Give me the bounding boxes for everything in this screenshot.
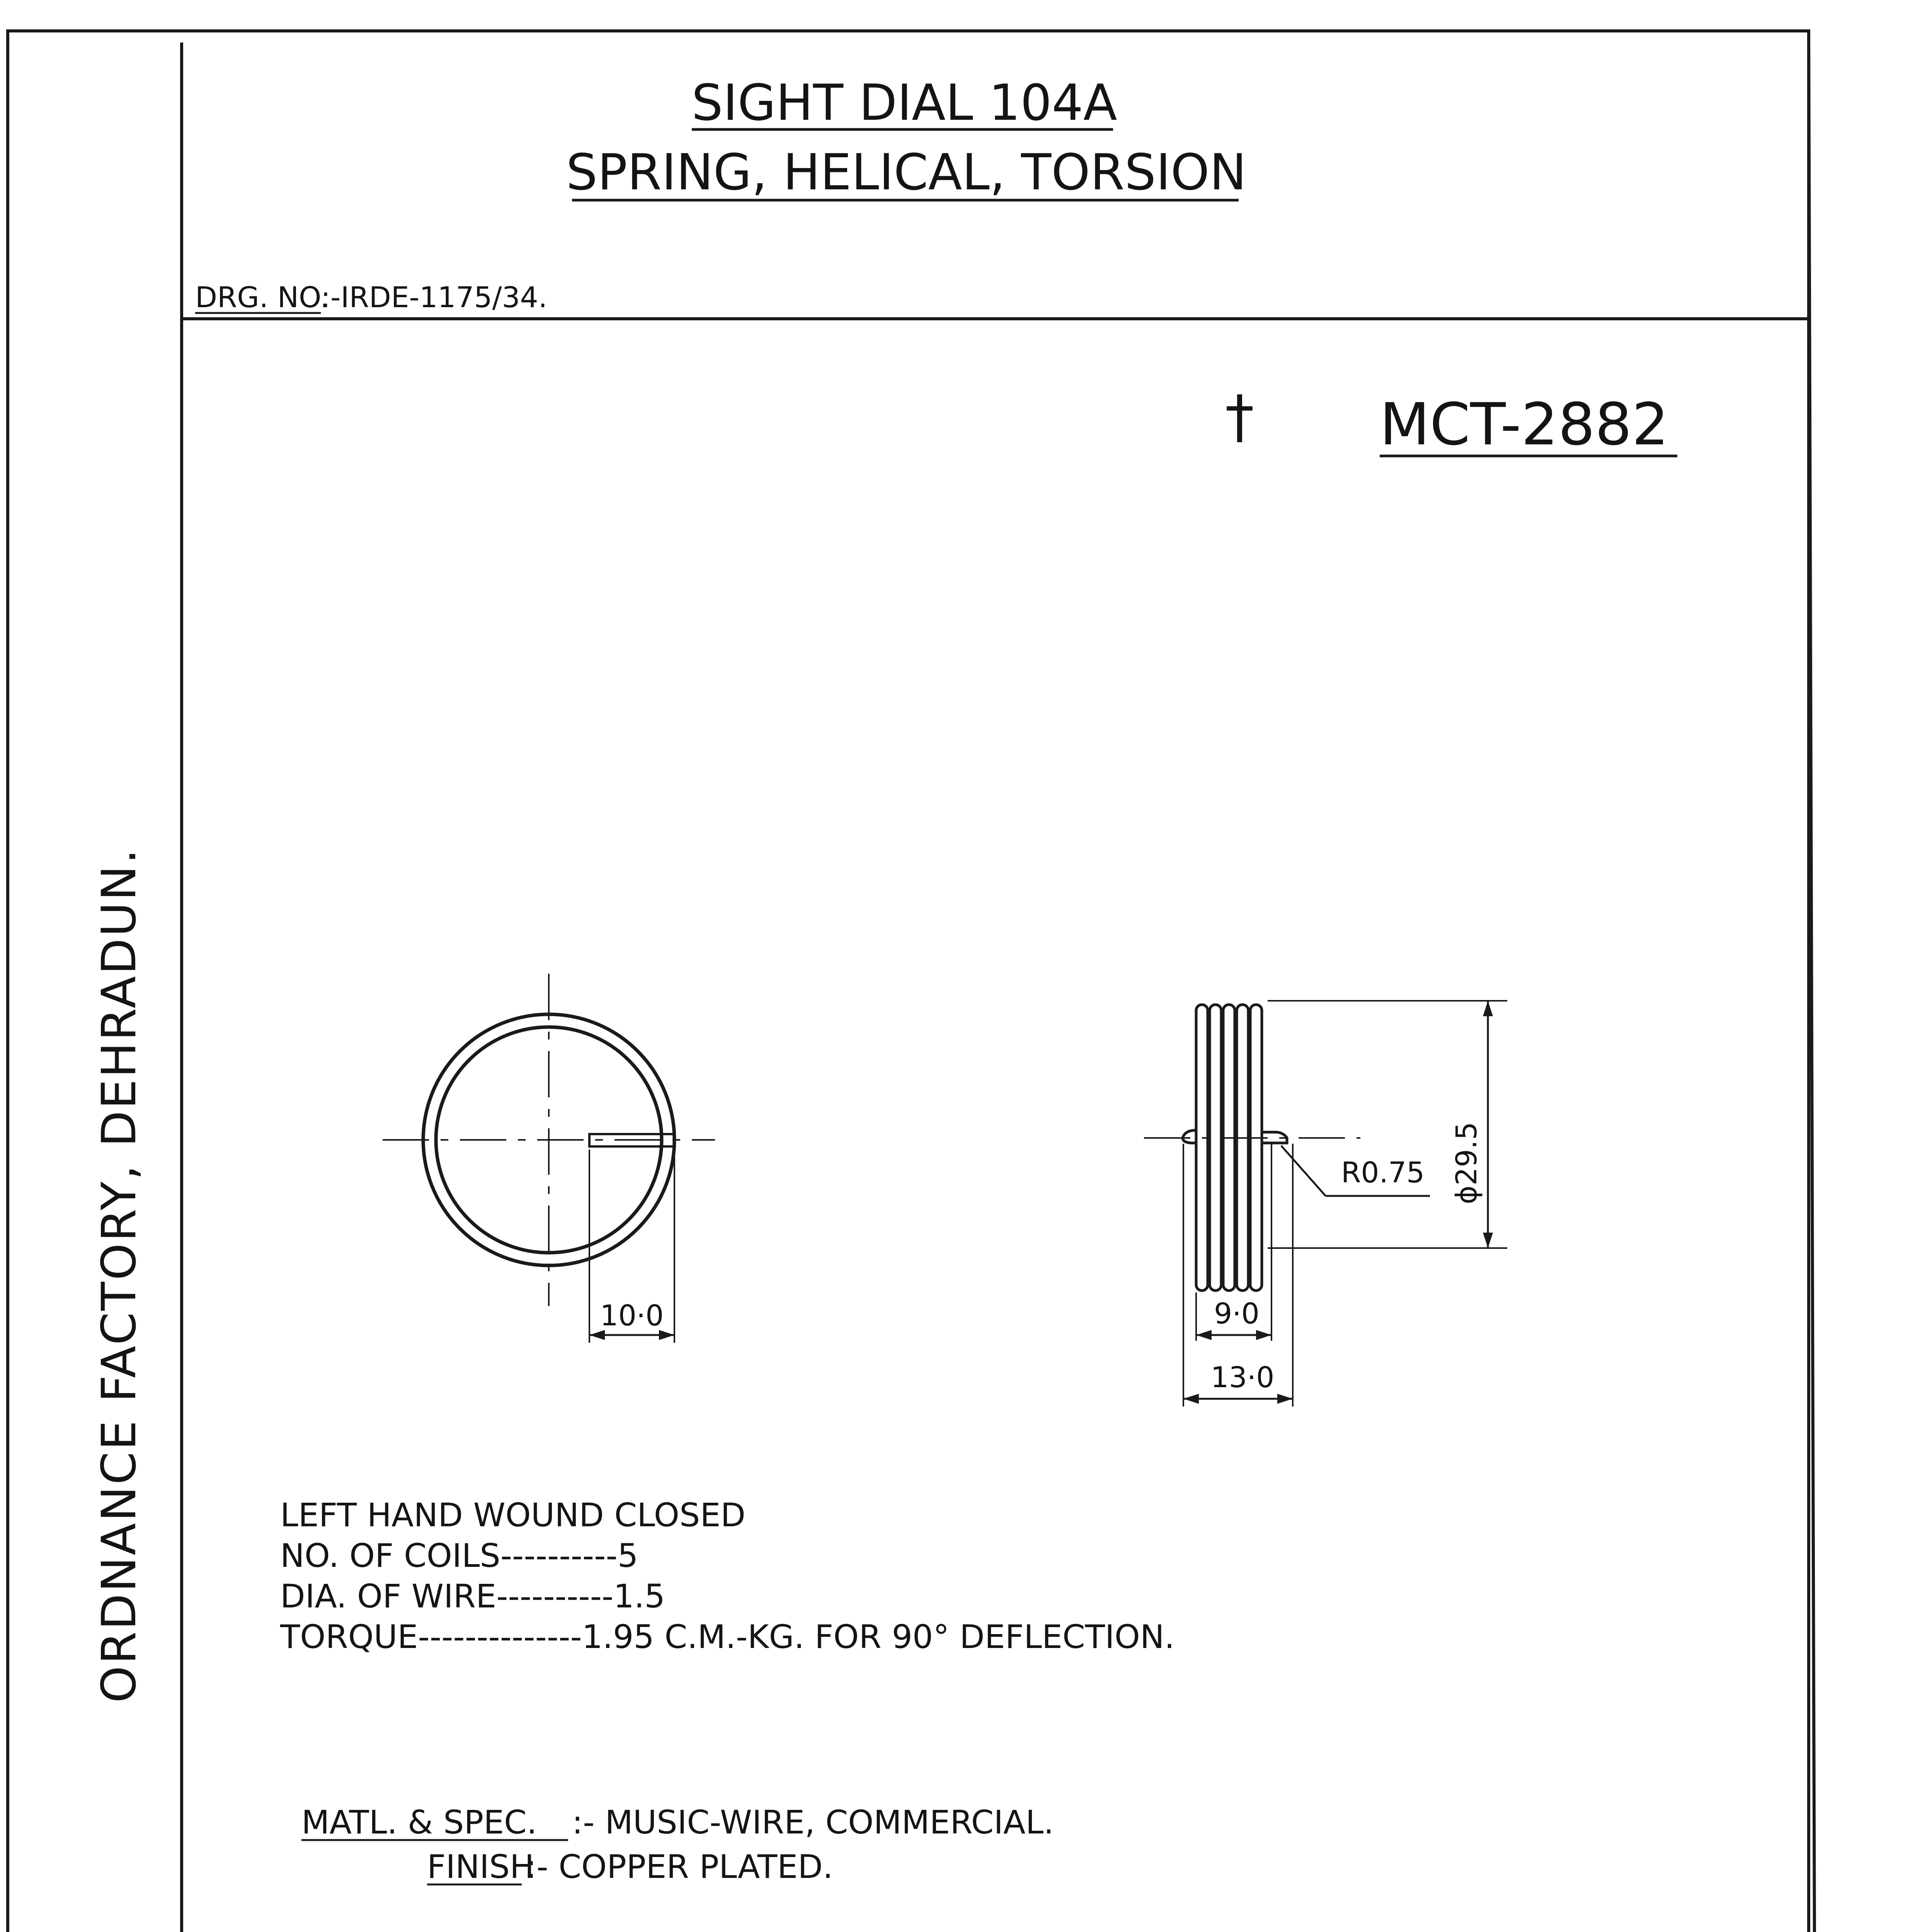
drawing-ref-value: :-IRDE-1175/34. xyxy=(321,281,548,314)
spec-line-1: LEFT HAND WOUND CLOSED xyxy=(280,1496,746,1534)
inner-width-arrow-right xyxy=(1256,1330,1271,1340)
side-view-left-leg xyxy=(1183,1130,1196,1143)
radius-dimension: R0.75 xyxy=(1341,1156,1425,1189)
title-line-1: SIGHT DIAL 104A xyxy=(691,74,1117,132)
coil xyxy=(1196,1005,1208,1291)
front-view-dimension: 10·0 xyxy=(600,1299,664,1332)
spec-line-3: DIA. OF WIRE----------1.5 xyxy=(280,1577,665,1615)
marking-code: MCT-2882 xyxy=(1380,391,1669,458)
coil xyxy=(1250,1005,1262,1291)
diameter-dimension: ϕ29.5 xyxy=(1450,1122,1483,1204)
inner-width-dimension: 9·0 xyxy=(1214,1297,1260,1330)
spec-line-2: NO. OF COILS----------5 xyxy=(280,1537,638,1575)
front-view xyxy=(383,974,715,1343)
radius-leader xyxy=(1281,1146,1326,1196)
overall-width-arrow-right xyxy=(1277,1394,1293,1404)
inner-width-arrow-left xyxy=(1196,1330,1212,1340)
overall-width-arrow-left xyxy=(1183,1394,1199,1404)
material-label: MATL. & SPEC. xyxy=(301,1803,537,1841)
side-view xyxy=(1144,1001,1507,1406)
drawing-ref-label: DRG. NO. xyxy=(195,281,329,314)
dagger-mark: † xyxy=(1225,383,1254,451)
diameter-arrow-bottom xyxy=(1483,1233,1493,1248)
diameter-arrow-top xyxy=(1483,1001,1493,1016)
side-view-coils xyxy=(1196,1005,1262,1291)
coil xyxy=(1237,1005,1248,1291)
coil xyxy=(1210,1005,1221,1291)
material-value: :- MUSIC-WIRE, COMMERCIAL. xyxy=(572,1803,1054,1841)
spec-line-4: TORQUE--------------1.95 C.M.-KG. FOR 90° DEFLECTION. xyxy=(280,1618,1175,1656)
finish-value: :- COPPER PLATED. xyxy=(526,1848,833,1886)
title-line-2: SPRING, HELICAL, TORSION xyxy=(566,144,1247,201)
overall-width-dimension: 13·0 xyxy=(1210,1361,1275,1394)
side-label: ORDNANCE FACTORY, DEHRADUN. xyxy=(92,847,146,1703)
coil xyxy=(1223,1005,1235,1291)
finish-label: FINISH xyxy=(427,1848,534,1886)
